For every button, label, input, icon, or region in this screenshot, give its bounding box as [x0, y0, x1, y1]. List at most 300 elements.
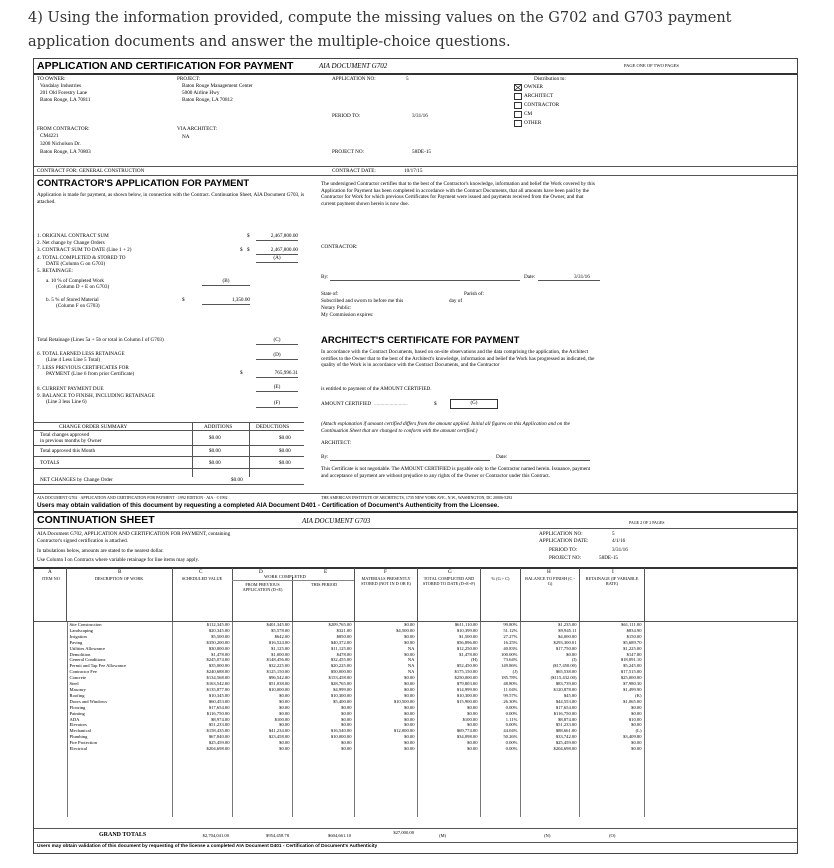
g703-project-no-label: PROJECT NO: [549, 555, 582, 561]
work-completed-header: WORK COMPLETED [264, 574, 306, 579]
row-cell: $16,524.00 [232, 640, 292, 646]
row-cell: NA [354, 669, 417, 675]
row-description: Doors and Windows [67, 699, 172, 705]
co-value: $0.00 [209, 435, 221, 441]
row-cell: $83,739.00 [520, 681, 579, 687]
row-cell: $0.00 [232, 722, 292, 728]
col-letter: C [199, 569, 203, 575]
row-cell: $51,233.00 [172, 722, 232, 728]
distribution-label: Distribution to: [534, 76, 566, 82]
row-cell: 185.78% [480, 675, 520, 681]
rule [34, 430, 304, 431]
row-cell: $0.00 [292, 746, 354, 752]
by-label: By: [321, 274, 329, 280]
g703-doc-label: AIA DOCUMENT G703 [302, 517, 371, 525]
row-cell: $10,399.00 [417, 628, 480, 634]
row-cell: $32,455.00 [292, 657, 354, 663]
date-label: Date: [524, 274, 536, 280]
project-line: Baton Rouge Management Center [182, 83, 253, 89]
row-cell: NA [354, 657, 417, 663]
col-header: DESCRIPTION OF WORK [94, 576, 144, 581]
row-cell: 48.80% [480, 681, 520, 687]
row-cell: $0.00 [520, 652, 579, 658]
row-description: Paving [67, 640, 172, 646]
co-row-label: Total approved this Month [40, 448, 96, 454]
co-value: $0.00 [279, 448, 291, 454]
row-cell: $18,091.10 [579, 657, 644, 663]
row-cell: $12,000.00 [354, 728, 417, 734]
checkbox-contractor[interactable] [514, 102, 522, 109]
row-cell: $51,038.00 [232, 681, 292, 687]
period-value: 3/31/16 [412, 113, 428, 119]
row-cell: $0.00 [354, 693, 417, 699]
row-cell: $0.00 [354, 634, 417, 640]
row-cell: $50,000.00 [292, 669, 354, 675]
contractor-label: CONTRACTOR: [321, 244, 358, 250]
co-net-value: $0.00 [231, 477, 243, 483]
dollar-sign: $ [434, 401, 437, 407]
line-7-value: 765,996.31 [256, 370, 298, 378]
row-cell: $112,345.00 [172, 622, 232, 628]
row-cell: $10,300.00 [292, 693, 354, 699]
row-cell: $51,233.00 [520, 722, 579, 728]
row-cell: $175,150.00 [417, 669, 480, 675]
row-cell: $67,840.00 [172, 734, 232, 740]
row-cell: 50.26% [480, 734, 520, 740]
state-of: State of: [321, 291, 339, 297]
row-cell: $0.00 [292, 717, 354, 723]
row-cell: $0.00 [232, 711, 292, 717]
row-cell: $25,000.00 [579, 675, 644, 681]
row-cell: $120,878.00 [520, 687, 579, 693]
row-cell: $147.80 [579, 652, 644, 658]
g703-intro: Use Column I on Contracts where variable retainage for line items may apply. [37, 557, 200, 563]
row-cell: $116,750.00 [520, 711, 579, 717]
row-cell: (K) [579, 693, 644, 699]
total-stored: $27,000.00 [393, 830, 414, 835]
amount-certified-value: (G) [450, 399, 498, 409]
col-letter: G [448, 569, 452, 575]
row-cell: 99.57% [480, 693, 520, 699]
distribution-item: CM [524, 111, 533, 117]
architect-label: ARCHITECT: [321, 440, 352, 446]
entitled-text: is entitled to payment of the AMOUNT CERTIFIED. [321, 386, 432, 392]
row-cell: $0.00 [354, 681, 417, 687]
row-cell: $401,345.00 [232, 622, 292, 628]
line-3-label: 3. CONTRACT SUM TO DATE (Line 1 + 2) [37, 247, 132, 253]
row-cell: $23,458.00 [232, 734, 292, 740]
line-5a-sublabel: (Column D + E on G703) [56, 284, 110, 290]
contract-date-value: 10/17/15 [404, 168, 423, 174]
parish-of: Parish of: [464, 291, 485, 297]
row-cell: $5,500.00 [172, 634, 232, 640]
line-6-sublabel: (Line 4 Less Line 5 Total) [46, 357, 101, 363]
row-cell: $135,877.00 [172, 687, 232, 693]
by-label: By: [321, 454, 329, 460]
amount-certified-label: AMOUNT CERTIFIED [321, 401, 372, 407]
row-cell: $3,409.80 [579, 734, 644, 740]
row-cell: ($115,432.00) [520, 675, 579, 681]
table-row [36, 811, 794, 817]
row-cell: $0.00 [354, 622, 417, 628]
col-letter: F [384, 569, 387, 575]
app-no-label: APPLICATION NO: [332, 76, 376, 82]
row-description: Masonry [67, 687, 172, 693]
row-description: Demolition [67, 652, 172, 658]
project-no-value: 58DE-15 [412, 149, 432, 155]
rule [34, 511, 797, 513]
row-description: Landscaping [67, 628, 172, 634]
row-cell: $35,000.00 [172, 663, 232, 669]
g702-validation: Users may obtain validation of this document by requesting a completed AIA Document D401 - Certification of Document's Authenticity from the Licensee. [37, 502, 499, 509]
row-description: Contractor Fee [67, 669, 172, 675]
row-cell: $153,458.00 [292, 675, 354, 681]
line-5a-value: (B) [202, 278, 250, 286]
g703-period-label: PERIOD TO: [549, 547, 578, 553]
col-letter: H [547, 569, 551, 575]
row-cell: $7,980.30 [579, 681, 644, 687]
g703-period: 3/31/16 [612, 547, 628, 553]
line-6-label: 6. TOTAL EARNED LESS RETAINAGE [37, 351, 125, 357]
row-cell: $4,000.00 [520, 634, 579, 640]
row-cell: $1,225.00 [579, 646, 644, 652]
row-cell: $20,225.00 [292, 663, 354, 669]
row-cell: $0.00 [417, 711, 480, 717]
row-cell: (H) [417, 657, 480, 663]
sign-date: 3/31/16 [574, 274, 590, 280]
row-cell: $5,578.00 [232, 628, 292, 634]
row-cell: $65,538.00 [520, 669, 579, 675]
g703-intro: In tabulations below, amounts are stated to the nearest dollar. [37, 548, 164, 554]
row-cell: $56,896.00 [417, 640, 480, 646]
row-cell: 27.27% [480, 634, 520, 640]
row-cell: $642.00 [232, 634, 292, 640]
row-cell: 16.25% [480, 640, 520, 646]
architect-cert-text: In accordance with the Contract Documents, based on on-site observations and the data comprising the application, the Architect certifies to the Owner that to the best of the Architect's knowledge, information and belief the Work has progressed as indicated, the quality of the Work is in accordance with the Contract Documents, and the Contractor [321, 349, 595, 368]
row-cell: $134,568.00 [172, 675, 232, 681]
checkbox-owner[interactable] [514, 84, 522, 91]
total-previous: $954,458.78 [266, 833, 289, 838]
row-cell: 99.80% [480, 622, 520, 628]
row-cell: $100.00 [232, 717, 292, 723]
dollar-sign: $ [182, 297, 185, 303]
row-cell: $25,459.00 [520, 740, 579, 746]
row-cell: $0.00 [417, 740, 480, 746]
project-line: Baton Rouge, LA 70812 [182, 97, 233, 103]
row-cell: $0.00 [354, 734, 417, 740]
row-cell: $850.00 [292, 634, 354, 640]
g703-app-no: 5 [612, 531, 615, 537]
rule [34, 493, 797, 494]
row-description: Concrete [67, 675, 172, 681]
row-cell: $4,999.00 [292, 687, 354, 693]
row-cell: 73.64% [480, 657, 520, 663]
app-intro: Application is made for payment, as shown below, in connection with the Contract. Continuation Sheet, AIA Document G703, is attached. [37, 192, 305, 205]
row-cell: 0.00% [480, 711, 520, 717]
row-cell: $41,234.00 [232, 728, 292, 734]
rule [34, 166, 797, 167]
g703-intro: Contractor's signed certification is attached. [37, 538, 128, 544]
row-cell: $0.00 [579, 722, 644, 728]
row-cell: $12,250.00 [417, 646, 480, 652]
row-cell: $32,225.00 [232, 663, 292, 669]
row-cell: $0.00 [579, 740, 644, 746]
row-cell: $0.00 [232, 746, 292, 752]
row-cell: $834.90 [579, 628, 644, 634]
attach-text: (Attach explanation if amount certified differs from the amount applied. Initial all figures on this Application and on the Continuation Sheet that are changed to conform with the amount certified.) [321, 421, 570, 434]
row-description: Permit and Tap Fee Allowance [67, 663, 172, 669]
g702-page-label: PAGE ONE OF TWO PAGES [624, 63, 679, 68]
row-cell: NA [354, 663, 417, 669]
checkbox-architect[interactable] [514, 93, 522, 100]
row-description: Irrigation [67, 634, 172, 640]
date-line [510, 460, 590, 461]
row-cell: $40,372.00 [292, 640, 354, 646]
row-cell: $1,478.00 [172, 652, 232, 658]
row-cell: $0.00 [292, 711, 354, 717]
co-row-label: TOTALS [40, 460, 60, 466]
row-cell: $209,765.00 [292, 622, 354, 628]
row-cell: (J) [480, 669, 520, 675]
period-label: PERIOD TO: [332, 113, 361, 119]
row-cell: 0.00% [480, 705, 520, 711]
row-cell: $0.00 [354, 740, 417, 746]
row-cell: $0.00 [292, 722, 354, 728]
row-cell: $0.00 [354, 711, 417, 717]
row-cell: $321.00 [292, 628, 354, 634]
rule [34, 468, 304, 469]
g703-page-label: PAGE 2 OF 2 PAGES [629, 520, 665, 525]
row-cell: $45.00 [520, 693, 579, 699]
owner-line: Baton Rouge, LA 70811 [40, 97, 91, 103]
co-additions-header: ADDITIONS [204, 424, 233, 430]
row-cell: $163,542.00 [172, 681, 232, 687]
row-cell: $0.00 [354, 687, 417, 693]
via-architect-label: VIA ARCHITECT: [177, 126, 218, 132]
row-description: Utilities Allowance [67, 646, 172, 652]
rule [34, 422, 304, 423]
line-4-label: 4. TOTAL COMPLETED & STORED TO [37, 255, 126, 261]
line-5a-label: a. 10 % of Completed Work [46, 278, 104, 284]
row-cell: $44,553.00 [520, 699, 579, 705]
line-4-value: (A) [256, 255, 298, 263]
row-cell: $148,456.00 [232, 657, 292, 663]
row-cell: $1,499.90 [579, 687, 644, 693]
co-row-label: Total changes approved [40, 432, 90, 438]
row-description: Site Construction [67, 622, 172, 628]
g702-doc-label: AIA DOCUMENT G702 [319, 62, 388, 70]
col-header: TOTAL COMPLETED AND STORED TO DATE (D+E+F) [422, 576, 476, 586]
row-cell: $10,500.00 [354, 699, 417, 705]
contract-for: CONTRACT FOR: GENERAL CONSTRUCTION [37, 168, 145, 174]
line-5-label: 5. RETAINAGE: [37, 268, 73, 274]
line-7-label: 7. LESS PREVIOUS CERTIFICATES FOR [37, 365, 129, 371]
dollar-sign: $ [247, 247, 250, 253]
g703-project-no: 58DE-15 [599, 555, 619, 561]
certify-text: The undersigned Contractor certifies that to the best of the Contractor's knowledge, information and belief the Work covered by this Application for Payment has been completed in accordance with the Contract Documents, that all amounts have been paid by the Contractor for Work for which previous Certificates for Payment were issued and payments received from the Owner, and that current payment shown herein is now due. [321, 181, 595, 207]
row-cell: $0.00 [579, 746, 644, 752]
line-1-value: 2,467,800.00 [256, 233, 298, 241]
col-letter: I [612, 569, 614, 575]
row-cell: $69,774.00 [417, 728, 480, 734]
row-cell: $1,235.00 [520, 622, 579, 628]
col-letter: E [324, 569, 328, 575]
row-cell: $8,974.00 [172, 717, 232, 723]
line-9-label: 9. BALANCE TO FINISH, INCLUDING RETAINAGE [37, 393, 155, 399]
row-cell: $0.00 [417, 705, 480, 711]
rule [34, 456, 304, 457]
row-cell: $28,765.00 [292, 681, 354, 687]
co-value: $0.00 [209, 460, 221, 466]
row-cell: $17,515.00 [579, 669, 644, 675]
row-description: ADA [67, 717, 172, 723]
row-cell: $0.00 [417, 722, 480, 728]
row-cell: $125,150.00 [232, 669, 292, 675]
notary-label: Notary Public: [321, 305, 352, 311]
row-cell: $0.00 [232, 705, 292, 711]
row-cell: 26.30% [480, 699, 520, 705]
line-1-label: 1. ORIGINAL CONTRACT SUM [37, 233, 109, 239]
row-cell: $79,803.00 [417, 681, 480, 687]
co-value: $0.00 [279, 435, 291, 441]
row-cell: 149.86% [480, 663, 520, 669]
subscribed-text: Subscribed and sworn to before me this [321, 298, 404, 304]
row-cell: $0.00 [579, 705, 644, 711]
line-5-total-label: Total Retainage (Lines 5a + 5b or total in Column I of G703) [37, 337, 164, 343]
row-cell: $1,478.00 [417, 652, 480, 658]
row-cell: $0.00 [354, 746, 417, 752]
row-cell: $33,742.00 [520, 734, 579, 740]
total-retainage: (O) [609, 833, 616, 838]
row-description: Mechanical [67, 728, 172, 734]
co-value: $0.00 [279, 460, 291, 466]
row-cell: $10,345.00 [172, 693, 232, 699]
row-cell: $52,450.00 [417, 663, 480, 669]
g703-title: CONTINUATION SHEET [37, 514, 155, 526]
row-cell: $34,098.00 [417, 734, 480, 740]
g702-title: APPLICATION AND CERTIFICATION FOR PAYMENT [37, 60, 294, 72]
project-label: PROJECT: [177, 76, 201, 82]
rule [34, 842, 797, 843]
row-cell: $240,688.00 [172, 669, 232, 675]
checkbox-cm[interactable] [514, 111, 522, 118]
row-cell: 11.04% [480, 687, 520, 693]
g703-validation: Users may obtain validation of this document by requesting of the license a completed AIA Document D401 - Certification of Document's Authenticity [37, 844, 378, 849]
row-cell: $10,000.00 [232, 687, 292, 693]
owner-line: Vandalay Industries [40, 83, 82, 89]
row-cell: $9,945.11 [520, 628, 579, 634]
co-row-label: in previous months by Owner [40, 438, 102, 444]
row-cell: $30,000.00 [172, 646, 232, 652]
row-cell: $8,874.00 [520, 717, 579, 723]
line-4-sublabel: DATE (Column G on G703) [46, 261, 106, 267]
g703-intro: AIA Document G702, APPLICATION AND CERTIFICATION FOR PAYMENT, containing [37, 531, 231, 537]
row-cell: $158,435.00 [172, 728, 232, 734]
row-cell: 0.00% [480, 746, 520, 752]
co-value: $0.00 [209, 448, 221, 454]
co-net-label: NET CHANGES by Change Order [40, 477, 113, 483]
rule [34, 484, 304, 485]
row-cell: $204,698.00 [520, 746, 579, 752]
row-cell: $61,111.00 [579, 622, 644, 628]
row-description: Roofing [67, 693, 172, 699]
g702-footer-right: THE AMERICAN INSTITUTE OF ARCHITECTS, 1735 NEW YORK AVE., N.W., WASHINGTON, DC 20006-5292 [321, 495, 513, 500]
row-cell: $100.00 [417, 717, 480, 723]
owner-line: 201 Old Forestry Lane [40, 90, 88, 96]
row-description: Electrical [67, 746, 172, 752]
line-5b-value: 1,350.00 [202, 297, 250, 305]
row-cell: 40.83% [480, 646, 520, 652]
row-cell: $1,000.00 [232, 652, 292, 658]
dollar-sign: $ [247, 233, 250, 239]
line-9-value: (F) [256, 400, 298, 408]
col-header: FROM PREVIOUS APPLICATION (D+E) [242, 582, 283, 592]
contractor-line: CM4221 [40, 133, 59, 139]
rule [34, 567, 797, 569]
row-cell: $293,300.01 [520, 640, 579, 646]
day-of: day of [449, 298, 463, 304]
row-cell: $10.00 [579, 717, 644, 723]
rule [34, 828, 797, 829]
negotiable-text: This Certificate is not negotiable. The AMOUNT CERTIFIED is payable only to the Contractor named herein. Issuance, payment and acceptance of payment are without prejudice to any rights of the Owner or Contractor under this Contract. [321, 466, 591, 479]
contract-date-label: CONTRACT DATE: [332, 168, 376, 174]
continuation-table [36, 622, 794, 817]
row-cell: $25,459.00 [172, 740, 232, 746]
row-description: General Conditions [67, 657, 172, 663]
question-text: 4) Using the information provided, compute the missing values on the G702 and G703 payment application documents and answer the multiple-choice questions. [28, 10, 732, 50]
row-cell: (I) [520, 657, 579, 663]
line-9-sublabel: (Line 3 less Line 6) [46, 399, 87, 405]
co-summary-title: CHANGE ORDER SUMMARY [59, 424, 128, 430]
row-cell: 1.11% [480, 717, 520, 723]
row-cell: $250,000.00 [417, 675, 480, 681]
g703-app-no-label: APPLICATION NO: [539, 531, 583, 537]
row-description: Painting [67, 711, 172, 717]
row-cell: $116,750.00 [172, 711, 232, 717]
signature-line [330, 460, 490, 461]
co-deductions-header: DEDUCTIONS [256, 424, 290, 430]
distribution-item: OTHER [524, 120, 542, 126]
row-cell: 0.00% [480, 740, 520, 746]
total-this-period: $604,661.10 [328, 833, 351, 838]
row-cell: $611,110.00 [417, 622, 480, 628]
total-scheduled-value: $2,704,041.00 [202, 833, 229, 838]
row-cell: $60,453.00 [172, 699, 232, 705]
distribution-item: ARCHITECT [524, 93, 554, 99]
row-cell: 44.04% [480, 728, 520, 734]
row-cell: $15,900.00 [417, 699, 480, 705]
line-3-value: 2,467,800.00 [256, 247, 298, 255]
checkbox-other[interactable] [514, 120, 522, 127]
g703-app-date: 4/1/16 [612, 538, 626, 544]
col-header: RETAINAGE (IF VARIABLE RATE) [585, 576, 639, 586]
row-cell: 0.00% [480, 722, 520, 728]
row-cell: $1,065.00 [579, 699, 644, 705]
row-description: Steel [67, 681, 172, 687]
line-6-value: (D) [256, 352, 298, 360]
date-line [538, 280, 600, 281]
row-cell: $11,125.00 [292, 646, 354, 652]
row-cell: $17,750.00 [520, 646, 579, 652]
row-cell: $0.00 [354, 675, 417, 681]
row-cell: $1,125.00 [232, 646, 292, 652]
row-cell: $0.00 [417, 746, 480, 752]
col-header: % (G ÷ C) [491, 576, 510, 581]
signature-line [330, 280, 520, 281]
architect-value: NA [182, 134, 190, 140]
project-no-label: PROJECT NO: [332, 149, 365, 155]
row-cell: $0.00 [579, 711, 644, 717]
